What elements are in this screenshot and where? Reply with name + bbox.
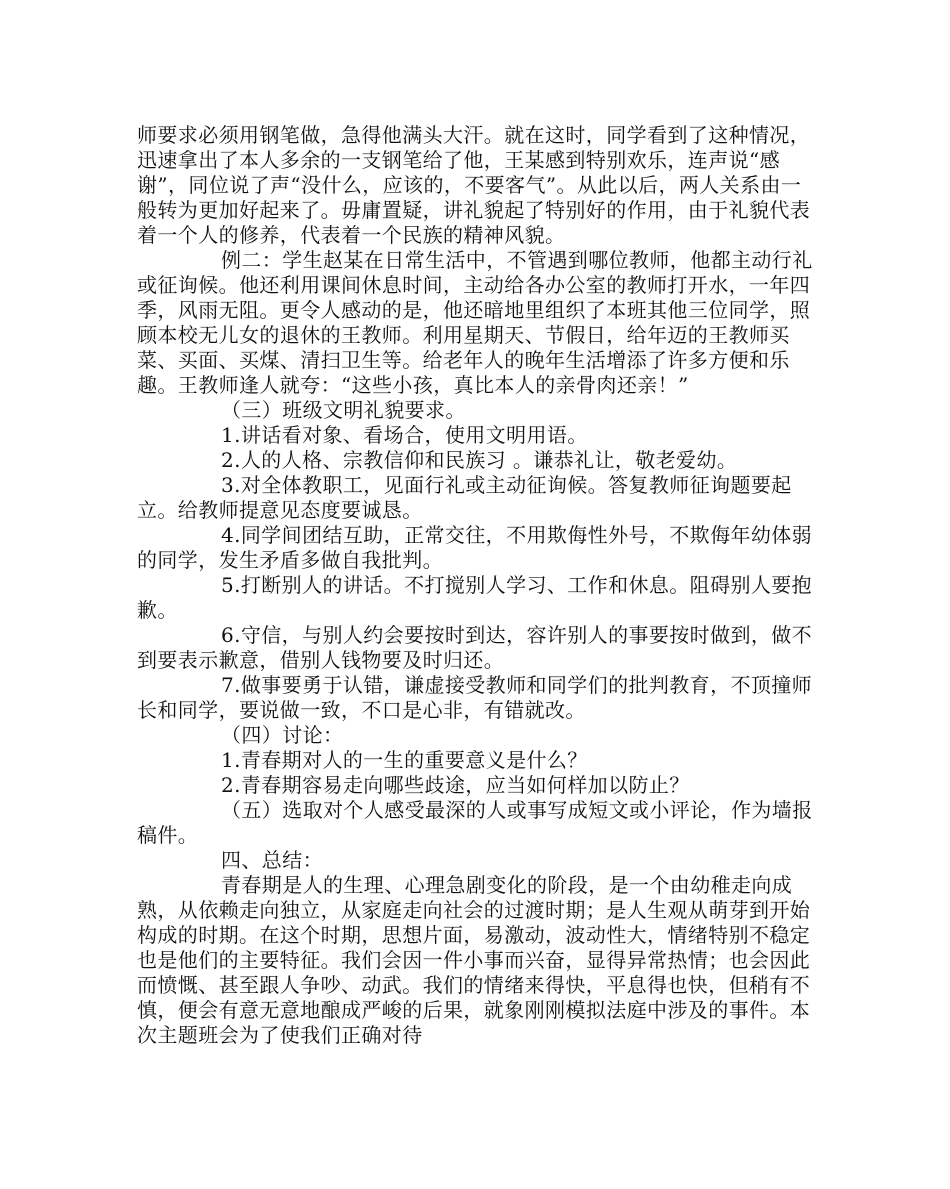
- list-item-1: 1.讲话看对象、看场合，使用文明用语。: [221, 423, 588, 447]
- heading-section-five: （五）选取对个人感受最深的人或事写成短文或小评论，作为墙报稿件。: [137, 798, 813, 847]
- list-item-7: 7.做事要勇于认错，谦虚接受教师和同学们的批判教育，不顶撞师长和同学，要说做一致，不口是心非，有错就改。: [137, 673, 813, 722]
- list-item-3: 3.对全体教职工，见面行礼或主动征询候。答复教师征询题要起立。给教师提意见态度要诚恳。: [137, 473, 792, 522]
- paragraph-example-two: 例二：学生赵某在日常生活中，不管遇到哪位教师，他都主动行礼或征询候。他还利用课间休息时间，主动给各办公室的教师打开水，一年四季，风雨无阻。更令人感动的是，他还暗地里组织了本班其他三位同学，照顾本校无儿女的退休的王教师。利用星期天、节假日，给年迈的王教师买菜、买面、买煤、清扫卫生等。给老年人的晚年生活增添了许多方便和乐趣。王教师逢人就夸：“这些小孩，真比本人的亲骨肉还亲！”: [137, 248, 813, 397]
- heading-section-four: （四）讨论：: [221, 723, 344, 747]
- list-item-6: 6.守信，与别人约会要按时到达，容许别人的事要按时做到，做不到要表示歉意，借别人钱物要及时归还。: [137, 623, 813, 672]
- paragraph-summary: 青春期是人的生理、心理急剧变化的阶段，是一个由幼稚走向成熟，从依赖走向独立，从家庭走向社会的过渡时期；是人生观从萌芽到开始构成的时期。在这个时期，思想片面，易激动，波动性大，情绪特别不稳定也是他们的主要特征。我们会因一件小事而兴奋，显得异常热情；也会因此而愤慨、甚至跟人争吵、动武。我们的情绪来得快，平息得也快，但稍有不慎，便会有意无意地酿成严峻的后果，就象刚刚模拟法庭中涉及的事件。本次主题班会为了使我们正确对待: [137, 873, 811, 1047]
- discussion-item-2: 2.青春期容易走向哪些歧途，应当如何样加以防止？: [221, 773, 690, 797]
- document-body: [137, 123, 817, 1048]
- paragraph-continuation: 师要求必须用钢笔做，急得他满头大汗。就在这时，同学看到了这种情况，迅速拿出了本人多余的一支钢笔给了他，王某感到特别欢乐，连声说“感谢”，同位说了声“没什么，应该的，不要客气”。从此以后，两人关系由一般转为更加好起来了。毋庸置疑，讲礼貌起了特别好的作用，由于礼貌代表着一个人的修养，代表着一个民族的精神风貌。: [137, 123, 811, 247]
- discussion-item-1: 1.青春期对人的一生的重要意义是什么？: [221, 748, 588, 772]
- list-item-5: 5.打断别人的讲话。不打搅别人学习、工作和休息。阻碍别人要抱歉。: [137, 573, 813, 622]
- list-item-4: 4.同学间团结互助，正常交往，不用欺侮性外号，不欺侮年幼体弱的同学，发生矛盾多做自我批判。: [137, 523, 813, 572]
- heading-section-three: （三）班级文明礼貌要求。: [221, 398, 466, 422]
- list-item-2: 2.人的人格、宗教信仰和民族习 。谦恭礼让，敬老爱幼。: [221, 448, 738, 472]
- heading-summary: 四、总结：: [221, 848, 323, 872]
